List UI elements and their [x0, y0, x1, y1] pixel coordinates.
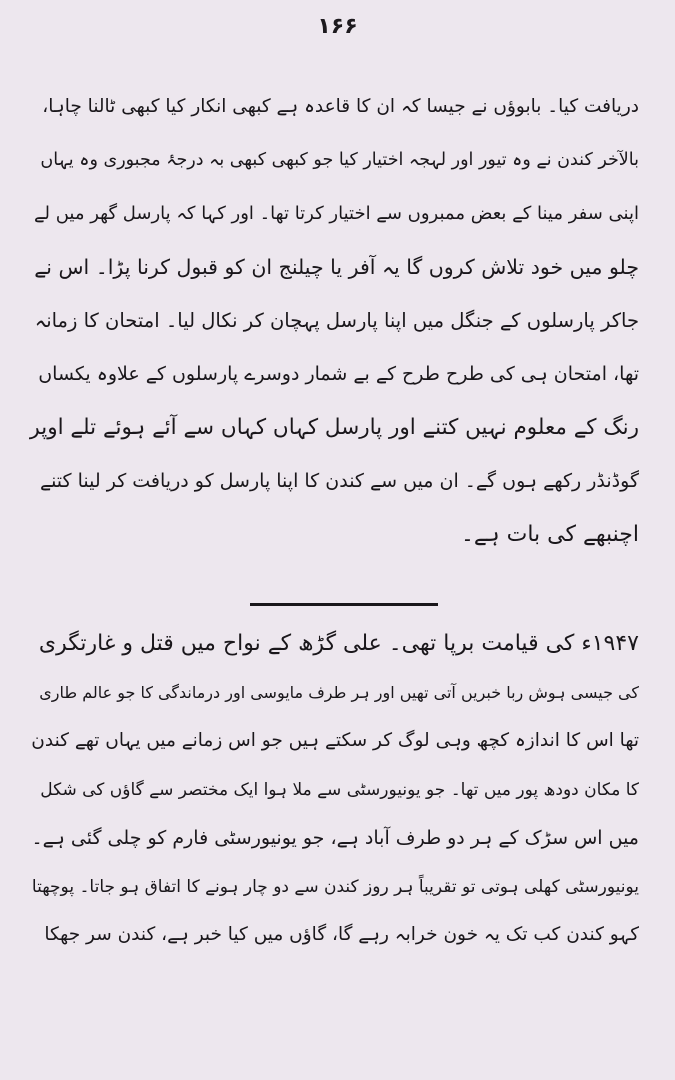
paragraph-section-one [29, 80, 639, 562]
text-line: بالآخر کندن نے وہ تیور اور لہجہ اختیار کیا جو کبھی کبھی بہ درجۂ مجبوری وہ یہاں [40, 149, 639, 170]
text-line: گوڈنڈر رکھے ہوں گے۔ ان میں سے کندن کا اپنا پارسل کو دریافت کر لینا کتنے [39, 469, 639, 492]
text-line: جاکر پارسلوں کے جنگل میں اپنا پارسل پہچان کر نکال لیا۔ امتحان کا زمانہ [34, 309, 639, 332]
text-line: رنگ کے معلوم نہیں کتنے اور پارسل کہاں کہاں سے آئے ہوئے تلے اوپر [29, 415, 639, 440]
text-line: تھا اس کا اندازہ کچھ وہی لوگ کر سکتے ہیں جو اس زمانے میں یہاں تھے کندن [31, 730, 639, 751]
page-number: ۱۶۶ [317, 14, 358, 39]
text-line: ۱۹۴۷ء کی قیامت برپا تھی۔ علی گڑھ کے نواح میں قتل و غارتگری [38, 631, 639, 656]
text-line: کہو کندن کب تک یہ خون خرابہ رہے گا، گاؤں میں کیا خبر ہے، کندن سر جھکا [44, 924, 639, 945]
section-divider [250, 603, 438, 606]
text-line: تھا، امتحان ہی کی طرح طرح کے بے شمار دوسرے پارسلوں کے علاوہ یکساں [38, 362, 639, 385]
text-line: یونیورسٹی کھلی ہوتی تو تقریباً ہر روز کندن سے دو چار ہونے کا اتفاق ہو جاتا۔ پوچھتا [31, 876, 639, 897]
text-line: کی جیسی ہوش ربا خبریں آتی تھیں اور ہر طرف مایوسی اور درماندگی کا جو عالم طاری [39, 682, 639, 702]
text-line: میں اس سڑک کے ہر دو طرف آباد ہے، جو یونیورسٹی فارم کو چلی گئی ہے۔ [31, 827, 639, 849]
text-line: اچنبھے کی بات ہے۔ [460, 522, 639, 547]
text-line: اپنی سفر مینا کے بعض ممبروں سے اختیار کرتا تھا۔ اور کہا کہ پارسل گھر میں لے [33, 203, 639, 224]
text-line: چلو میں خود تلاش کروں گا یہ آفر یا چیلنج ان کو قبول کرنا پڑا۔ اس نے [34, 254, 639, 279]
paragraph-section-two [29, 620, 639, 960]
text-line: دریافت کیا۔ بابوؤں نے جیسا کہ ان کا قاعدہ ہے کبھی انکار کیا کبھی ٹالنا چاہا، [42, 96, 639, 117]
text-line: کا مکان دودھ پور میں تھا۔ جو یونیورسٹی سے ملا ہوا ایک مختصر سے گاؤں کی شکل [40, 779, 639, 800]
